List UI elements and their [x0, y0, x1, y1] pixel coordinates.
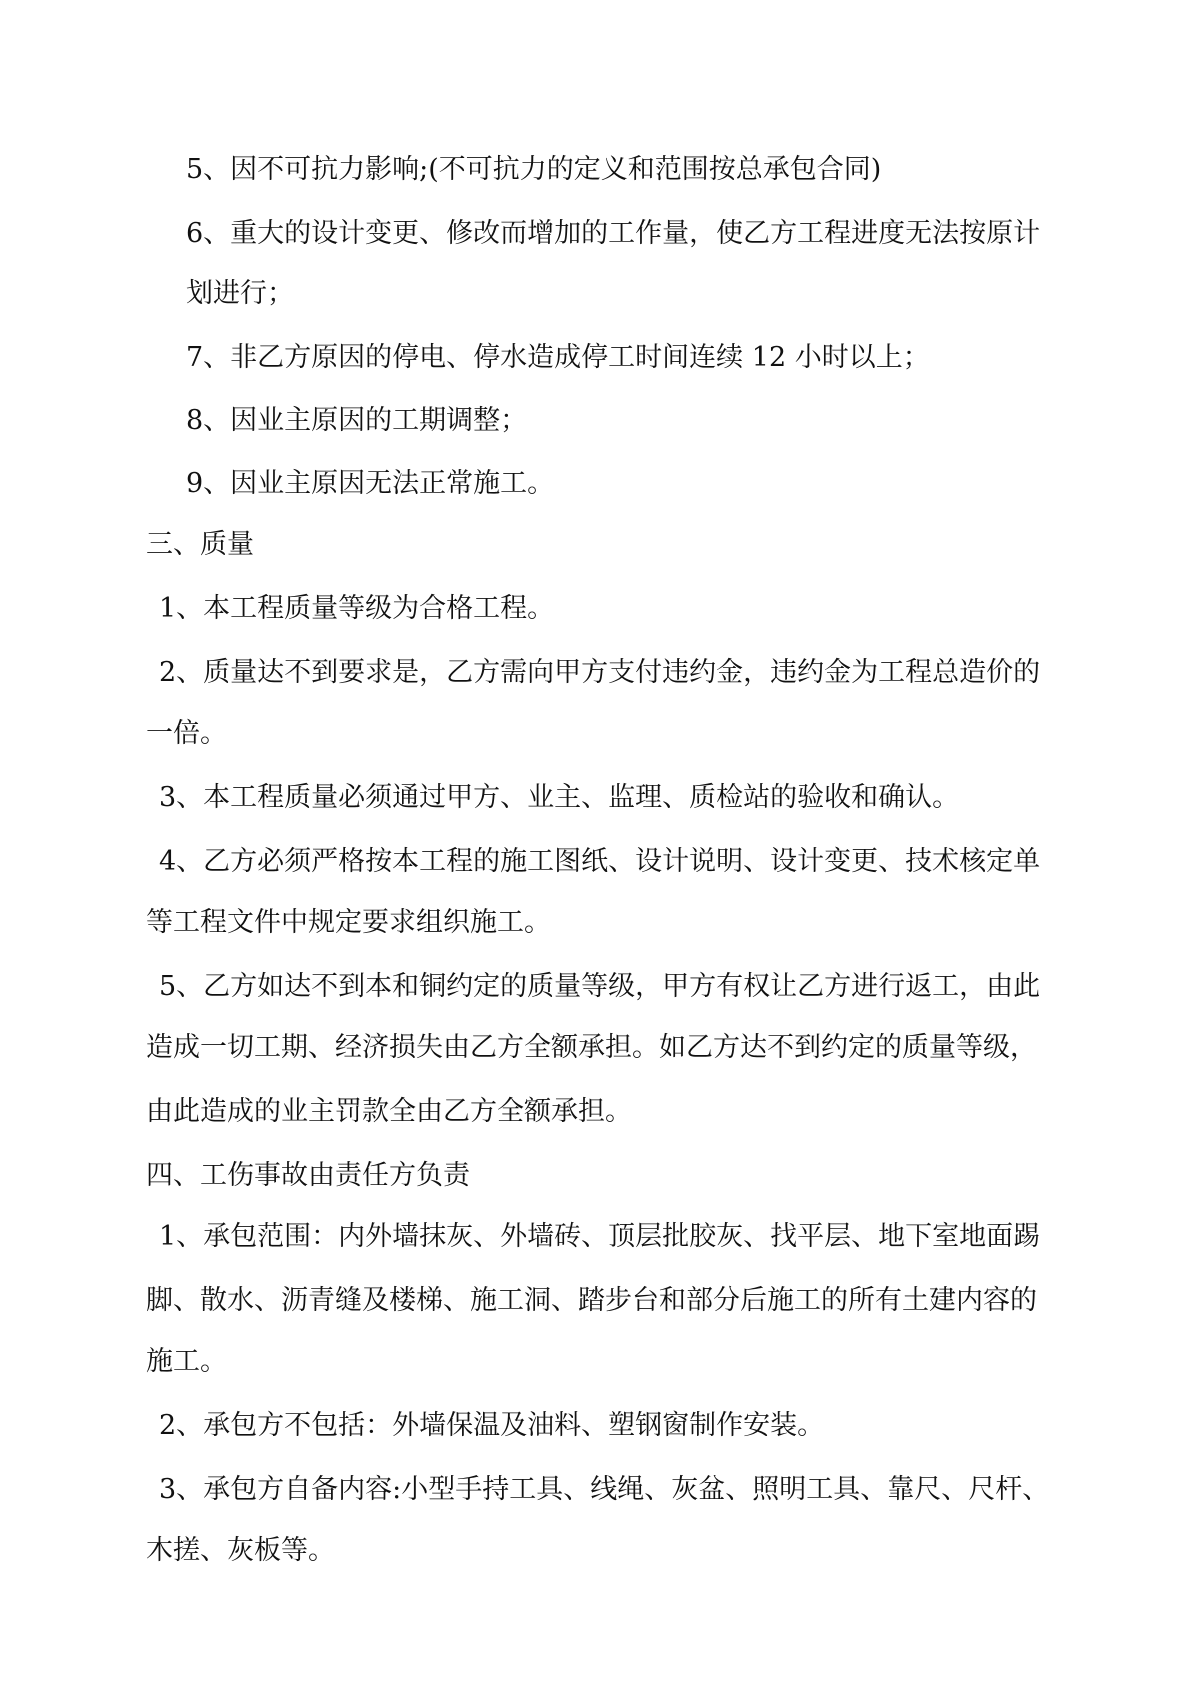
scope-clause-1-continuation-1: 脚、散水、沥青缝及楼梯、施工洞、踏步台和部分后施工的所有土建内容的 [146, 1285, 1037, 1316]
quality-clause-5: 5、乙方如达不到本和铜约定的质量等级，甲方有权让乙方进行返工，由此 [159, 971, 1041, 1002]
clause-6-design-change: 6、重大的设计变更、修改而增加的工作量，使乙方工程进度无法按原计 [186, 218, 1041, 249]
quality-clause-1: 1、本工程质量等级为合格工程。 [159, 593, 555, 624]
clause-6-continuation: 划进行； [186, 278, 294, 309]
scope-clause-2: 2、承包方不包括：外墙保温及油料、塑钢窗制作安装。 [159, 1410, 825, 1441]
quality-clause-4-continuation: 等工程文件中规定要求组织施工。 [146, 907, 551, 938]
quality-clause-5-continuation-2: 由此造成的业主罚款全由乙方全额承担。 [146, 1096, 632, 1127]
scope-clause-3-continuation: 木搓、灰板等。 [146, 1535, 335, 1566]
quality-clause-5-continuation-1: 造成一切工期、经济损失由乙方全额承担。如乙方达不到约定的质量等级， [146, 1032, 1037, 1063]
clause-8-schedule-adjustment: 8、因业主原因的工期调整； [186, 405, 528, 436]
scope-clause-1-continuation-2: 施工。 [146, 1346, 227, 1377]
scope-clause-3: 3、承包方自备内容:小型手持工具、线绳、灰盆、照明工具、靠尺、尺杆、 [159, 1474, 1050, 1505]
quality-clause-2-continuation: 一倍。 [146, 718, 227, 749]
clause-7-power-water-outage: 7、非乙方原因的停电、停水造成停工时间连续 12 小时以上； [186, 342, 930, 373]
quality-clause-4: 4、乙方必须严格按本工程的施工图纸、设计说明、设计变更、技术核定单 [159, 846, 1041, 877]
section-heading-quality: 三、质量 [146, 529, 254, 560]
clause-5-force-majeure: 5、因不可抗力影响;(不可抗力的定义和范围按总承包合同) [186, 154, 882, 185]
quality-clause-2: 2、质量达不到要求是，乙方需向甲方支付违约金，违约金为工程总造价的 [159, 657, 1041, 688]
quality-clause-3: 3、本工程质量必须通过甲方、业主、监理、质检站的验收和确认。 [159, 782, 960, 813]
clause-9-owner-cause: 9、因业主原因无法正常施工。 [186, 468, 555, 499]
section-heading-work-injury: 四、工伤事故由责任方负责 [146, 1160, 470, 1191]
scope-clause-1: 1、承包范围：内外墙抹灰、外墙砖、顶层批胶灰、找平层、地下室地面踢 [159, 1221, 1041, 1252]
